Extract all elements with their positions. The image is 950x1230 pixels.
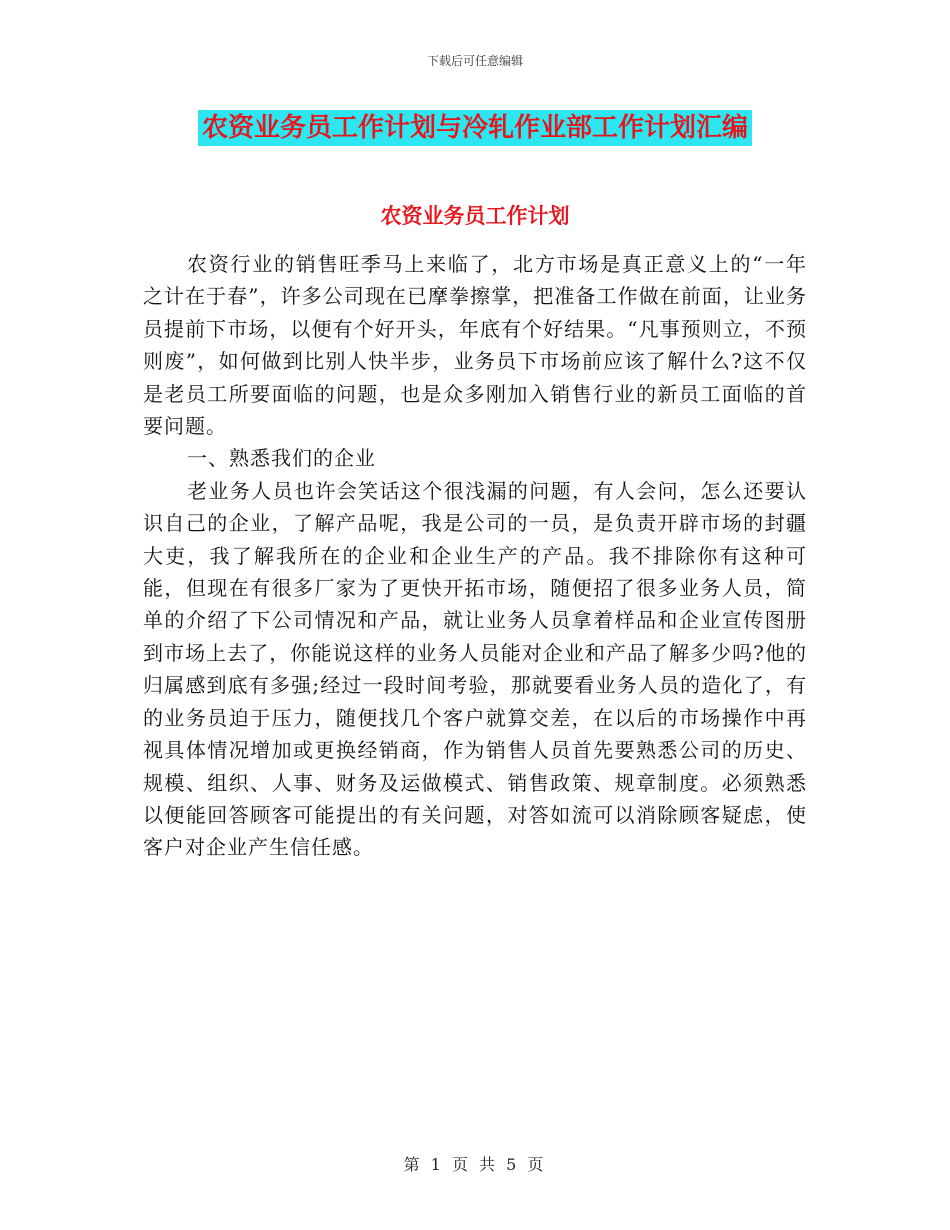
page-footer: 第 1 页 共 5 页 bbox=[403, 1155, 547, 1174]
paragraph-company: 老业务人员也许会笑话这个很浅漏的问题，有人会问，怎么还要认识自己的企业，了解产品呢，我是公司的一员，是负责开辟市场的封疆大吏，我了解我所在的企业和企业生产的产品。我不排除你有这种可能，但现在有很多厂家为了更快开拓市场，随便招了很多业务人员，简单的介绍了下公司情况和产品，就让业务人员拿着样品和企业宣传图册到市场上去了，你能说这样的业务人员能对企业和产品了解多少吗?他的归属感到底有多强;经过一段时间考验，那就要看业务人员的造化了，有的业务员迫于压力，随便找几个客户就算交差，在以后的市场操作中再视具体情况增加或更换经销商，作为销售人员首先要熟悉公司的历史、规模、组织、人事、财务及运做模式、销售政策、规章制度。必须熟悉以便能回答顾客可能提出的有关问题，对答如流可以消除顾客疑虑，使客户对企业产生信任感。 bbox=[143, 478, 807, 860]
section-title: 农资业务员工作计划 bbox=[380, 204, 570, 228]
main-title: 农资业务员工作计划与冷轧作业部工作计划汇编 bbox=[198, 110, 752, 146]
paragraph-heading-1: 一、熟悉我们的企业 bbox=[187, 446, 376, 471]
main-title-container bbox=[0, 110, 950, 146]
page-header: 下载后可任意编辑 bbox=[426, 54, 523, 68]
paragraph-intro: 农资行业的销售旺季马上来临了，北方市场是真正意义上的“一年之计在于春”，许多公司现在已摩拳擦掌，把准备工作做在前面，让业务员提前下市场，以便有个好开头，年底有个好结果。“凡事预则立，不预则废”，如何做到比别人快半步，业务员下市场前应该了解什么?这不仅是老员工所要面临的问题，也是众多刚加入销售行业的新员工面临的首要问题。 bbox=[143, 252, 807, 439]
body-text bbox=[143, 248, 807, 864]
